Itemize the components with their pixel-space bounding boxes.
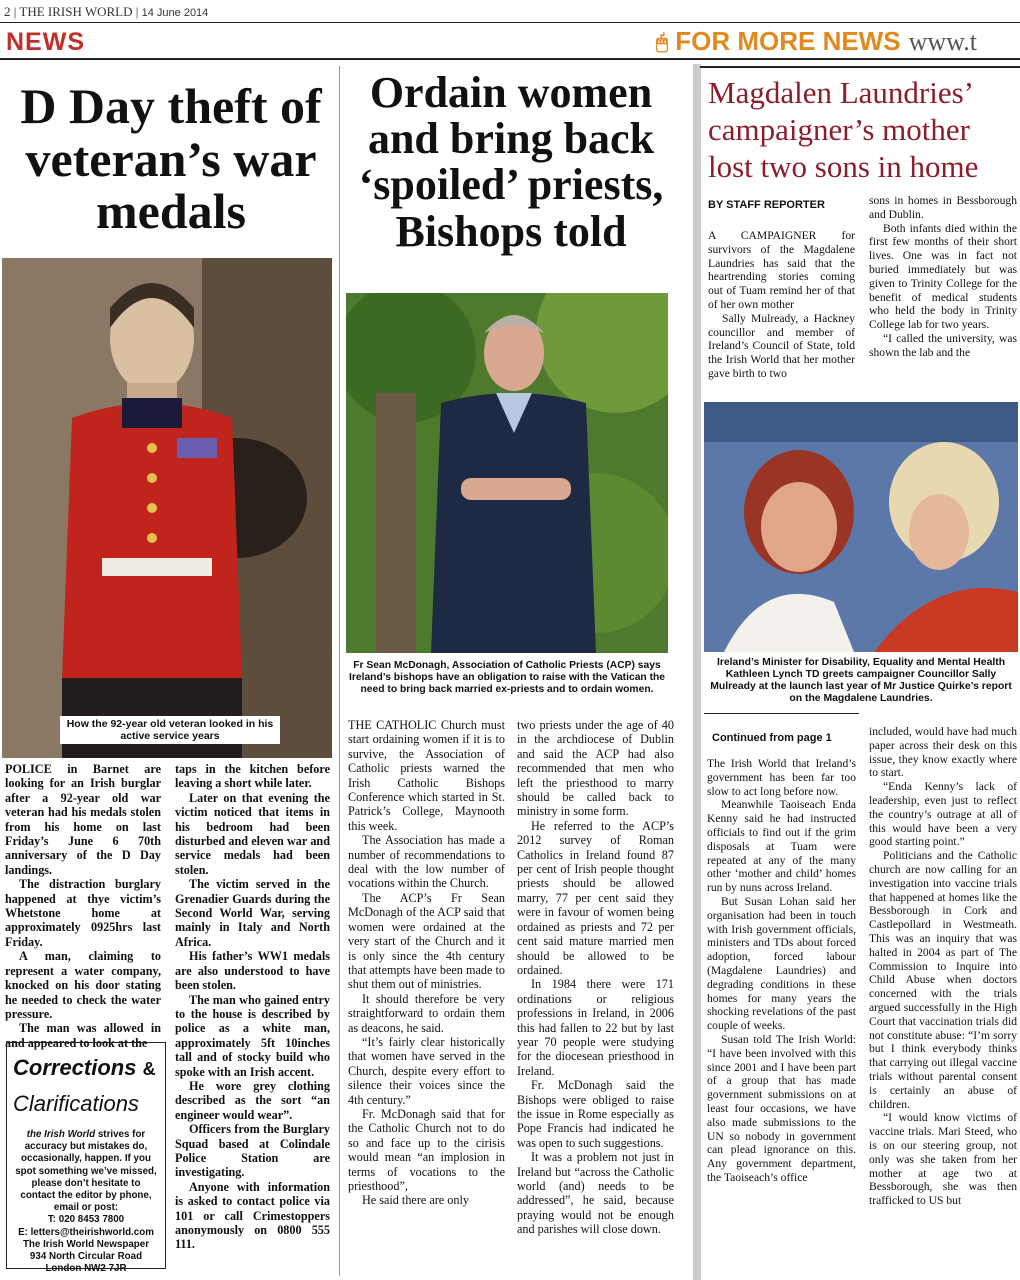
- continued-label: Continued from page 1: [712, 732, 832, 744]
- story1-column-2: [175, 762, 330, 1252]
- paragraph: “I would know victims of vaccine trials. Mari Steed, who is on our steering group, not only was she taken from her mother at age two at Bessborough, she was then trafficked to US but: [869, 1111, 1017, 1208]
- story3-column-3: [707, 757, 856, 1185]
- contact-phone: T: 020 8453 7800: [47, 1214, 125, 1226]
- story3-column-1: [708, 229, 855, 381]
- corrections-title: [13, 1055, 156, 1081]
- paragraph: It was a problem not just in Ireland but “across the Catholic world (and) needs to be addressed”, he said, because praying would not be enough and parishes will close down.: [517, 1150, 674, 1237]
- paragraph: He wore grey clothing described as the sort “an engineer would wear”.: [175, 1078, 330, 1122]
- paragraph: “Enda Kenny’s lack of leadership, even just to reflect the country’s outrage at all of this would have been a very good starting point.”: [869, 780, 1017, 849]
- mouse-icon: 🖱: [656, 31, 668, 54]
- story1-caption: How the 92-year old veteran looked in his active service years: [60, 716, 280, 744]
- story3-rule: [700, 66, 1020, 68]
- paragraph: POLICE in Barnet are looking for an Irish burglar after a 92-year old war veteran had his medals stolen from his home on last Friday’s June 6 70th anniversary of the D Day landings.: [5, 762, 161, 877]
- paragraph: A man, claiming to represent a water company, knocked on his door stating he needed to check the water pressure.: [5, 949, 161, 1021]
- contact-address-2: 934 North Circular Road: [29, 1251, 143, 1263]
- paragraph: The Association has made a number of recommendations to deal with the low number of vocations within the Church.: [348, 833, 505, 891]
- paragraph: Politicians and the Catholic church are now calling for an investigation into vaccine trials that happened at homes like the Bessborough in Cork and Castlepollard in Westmeath. This was an inquiry that was halted in 2004 as part of The Commission to Inquire into Child Abuse when doctors concerned with the trials argued successfully in the High Court that vaccination trials did not constitute abuse: “I’m sorry but I think everybody thinks that carrying out illegal vaccine trials without parental consent is certainly an abuse of children.: [869, 849, 1017, 1111]
- campaigner-illustration: [704, 402, 1018, 652]
- paragraph: Both infants died within the first few months of their short lives. One was in fact not buried immediately but was given to Trinity College for the benefit of medical students who held the body in Trinity College lab for two years.: [869, 221, 1017, 332]
- header-rule: [0, 22, 1020, 23]
- clarifications-title: Clarifications: [13, 1091, 139, 1116]
- story2-caption: Fr Sean McDonagh, Association of Catholic Priests (ACP) says Ireland’s bishops have an obligation to raise with the Vatican the need to bring back married ex-priests and to ordain women.: [348, 660, 666, 695]
- paragraph: He said there are only: [362, 1193, 469, 1208]
- website-url[interactable]: www.t: [908, 27, 977, 56]
- more-news-banner[interactable]: [656, 26, 977, 57]
- contact-address-1: The Irish World Newspaper: [22, 1238, 150, 1250]
- paragraph: Fr. McDonagh said the Bishops were obliged to raise the issue in Rome especially as Pope Francis had indicated he was open to such suggestions.: [517, 1078, 674, 1150]
- more-news-label: FOR MORE NEWS: [675, 26, 901, 56]
- page-number: 2: [4, 4, 11, 19]
- corrections-amp: &: [142, 1059, 156, 1079]
- paragraph: “I called the university, was shown the lab and the: [869, 331, 1017, 359]
- priest-illustration: [346, 293, 668, 653]
- story2-headline: Ordain women and bring back ‘spoiled’ priests, Bishops told: [358, 68, 664, 256]
- story3-column-4: [869, 725, 1017, 1208]
- story3-headline: Magdalen Laundries’ campaigner’s mother lost two sons in home: [708, 75, 979, 184]
- paragraph: Meanwhile Taoiseach Enda Kenny said he had instructed officials to find out if the grim disposals at Tuam were repeated at any of the many other ‘mother and child’ homes run by nuns across Ireland.: [707, 798, 856, 895]
- paper-name-italic: the Irish World: [26, 1129, 96, 1140]
- paragraph: The man who gained entry to the house is described by police as a white man, approximately 5ft 10inches tall and of stocky build who spoke with an Irish accent.: [175, 992, 330, 1079]
- paragraph: The distraction burglary happened at thye victim’s Whetstone home at approximately 0925hrs last Friday.: [5, 877, 161, 949]
- paragraph: Later on that evening the victim noticed that items in his bedroom had been disturbed and eleven war and service medals had been stolen.: [175, 790, 330, 877]
- veteran-photo: [2, 258, 332, 758]
- story1-column-1: [5, 762, 161, 1050]
- veteran-illustration: [2, 258, 332, 758]
- paragraph: In 1984 there were 171 ordinations or religious professions in Ireland, in 2006 this had fallen to 22 but by last year 70 people were studying for the diocesean priesthood in Ireland.: [517, 977, 674, 1078]
- paragraph: THE CATHOLIC Church must start ordaining women if it is to survive, the Association of Catholic priests warned the Irish Catholic Bishops Conference which started in St. Patrick’s College, Maynooth this week.: [348, 718, 505, 833]
- paragraph: Fr. McDonagh said that for the Catholic Church not to do so and face up to the cirisis would mean “an implosion in terms of vocations to the priesthood”,: [348, 1106, 505, 1193]
- paragraph: sons in homes in Bessborough and Dublin.: [869, 194, 1017, 221]
- corrections-body: [13, 1129, 159, 1275]
- campaigner-photo: [704, 402, 1018, 652]
- paragraph: It should therefore be very straightforward to ordain them as deacons, he said.: [348, 991, 505, 1035]
- paragraph: included, would have had much paper across their desk on this issue, they know exactly where to start.: [869, 725, 1017, 780]
- page-header: 2 | THE IRISH WORLD | 14 June 2014: [4, 4, 209, 19]
- paragraph: Officers from the Burglary Squad based at Colindale Police Station are investigating.: [175, 1122, 330, 1180]
- story1-headline: D Day theft of veteran’s war medals: [20, 78, 322, 239]
- paragraph: He referred to the ACP’s 2012 survey of Roman Catholics in Ireland found 87 per cent of Irish people thought priests should be allowed marry, 77 per cent said they were in favour of women being ordained as priests and 72 per cent said mature married men should be allowed to be ordained.: [517, 818, 674, 977]
- paragraph: “It’s fairly clear historically that women have served in the Church, despite every effort to silence their voices since the 4th century.”: [348, 1034, 505, 1107]
- contact-address-3: London NW2 7JR: [45, 1263, 127, 1275]
- contact-email[interactable]: E: letters@theirishworld.com: [18, 1226, 154, 1238]
- priest-photo: [346, 293, 668, 653]
- corrections-title-1: Corrections: [13, 1055, 137, 1080]
- paragraph: His father’s WW1 medals are also understood to have been stolen.: [175, 949, 330, 993]
- paragraph: taps in the kitchen before leaving a short while later.: [175, 762, 330, 791]
- paper-name: THE IRISH WORLD: [19, 4, 133, 19]
- issue-date: 14 June 2014: [141, 7, 209, 19]
- story3-column-2: [869, 194, 1017, 360]
- paragraph: Anyone with information is asked to contact police via 101 or call Crimestoppers anonymously on 0800 555 111.: [175, 1179, 330, 1252]
- section-rule: [0, 58, 1020, 60]
- paragraph: Susan told The Irish World: “I have been involved with this since 2001 and I have been part of a group that has made government submissions on at least four occasions, we have also made submissions to the UN so nobody in government can plead ignorance on this. Any government department, the Taoiseach’s office: [707, 1032, 856, 1184]
- story2-column-2: [517, 718, 674, 1237]
- paragraph: The Irish World that Ireland’s government has been far too slow to act long before now.: [707, 757, 856, 798]
- paragraph: The ACP’s Fr Sean McDonagh of the ACP said that women were ordained at the very start of the Church and it is only since the 4th century that attempts have been made to shut them out of ministries.: [348, 890, 505, 992]
- corrections-box: [6, 1042, 166, 1275]
- story2-column-1: [348, 718, 505, 1208]
- paragraph: But Susan Lohan said her organisation had been in touch with Irish government officials, ministers and TDs about forced adoption, forced labour (Magdalene Laundries) and degrading conditions in these homes for many years the shocking revelations of the past couple of weeks.: [707, 894, 856, 1033]
- section-title: NEWS: [6, 28, 85, 56]
- paragraph: A CAMPAIGNER for survivors of the Magdalene Laundries has said that the heartrending stories coming out of Tuam remind her of that of her own mother: [708, 229, 855, 311]
- column-divider: [339, 66, 340, 1276]
- paragraph: The man was allowed in and appeared to look at the: [5, 1021, 161, 1050]
- paragraph: Sally Mulready, a Hackney councillor and member of Ireland’s Council of State, told the Irish World that her mother gave birth to two: [708, 311, 855, 380]
- continued-rule: [704, 713, 859, 714]
- paragraph: The victim served in the Grenadier Guards during the Second World War, serving mainly in Italy and North Africa.: [175, 877, 330, 949]
- story3-byline: BY STAFF REPORTER: [708, 199, 825, 211]
- story3-caption: Ireland’s Minister for Disability, Equality and Mental Health Kathleen Lynch TD greets campaigner Councillor Sally Mulready at the launch last year of Mr Justice Quirke’s report on the Magdalene Laundries.: [710, 657, 1012, 704]
- paragraph: two priests under the age of 40 in the archdiocese of Dublin and said the ACP had also recommended that men who left the priesthood to marry should be called back to ministry in some form.: [517, 718, 674, 819]
- corrections-text: strives for accuracy but mistakes do, occasionally, happen. If you spot something we’ve missed, please don’t hesitate to contact the editor by phone, email or post:: [15, 1129, 157, 1214]
